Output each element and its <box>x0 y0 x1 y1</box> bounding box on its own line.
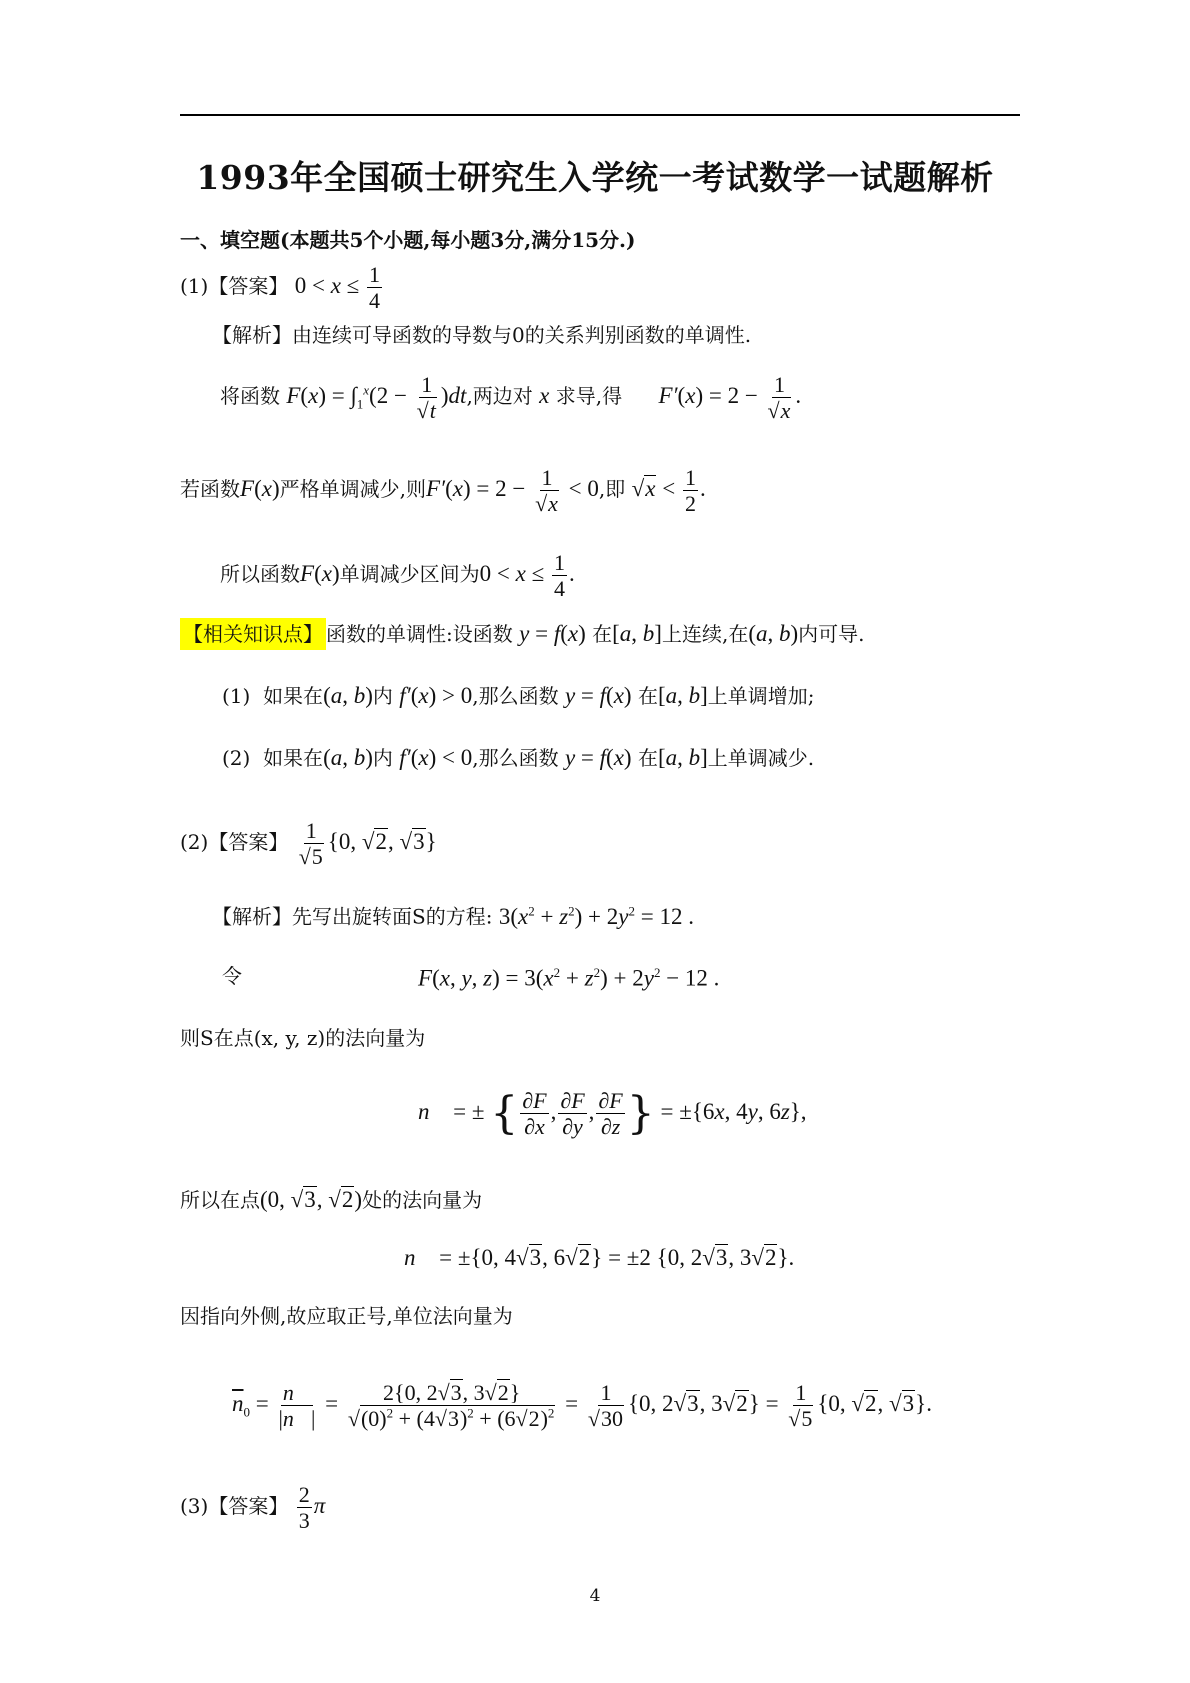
q1-step1-middle: ,两边对 <box>466 384 533 409</box>
top-rule <box>180 114 1020 116</box>
q1-answer-line <box>180 262 384 314</box>
q1-integral: $F(x) = \int_1^x(2$ − $\frac{1}{√t}$ )dt <box>286 372 467 424</box>
q1-answer-math: 0 < x ≤ $\frac{1}{4}$ <box>294 262 381 314</box>
q2-normal-at-point: n⃗ = ±{0, 4√3, 6√2} = ±2 {0, 2√3, 3√2}. <box>404 1245 795 1270</box>
q1-case2: (2) 如果在(a, b)内 f′(x) < 0,那么函数 y = f(x) 在[a, b]上单调减少. <box>222 745 815 770</box>
q2-let: 令 <box>222 964 242 988</box>
q2-let-equation: F(x, y, $z) = 3(x^2 + z^2) + 2y^2 - 12$ . <box>418 965 720 991</box>
q1-step2-prefix: 若函数 <box>180 477 240 502</box>
page-title: 1993年全国硕士研究生入学统一考试数学一试题解析 <box>196 158 994 197</box>
q1-step2-middle: 严格单调减少,则 <box>279 477 426 502</box>
q1-step3-prefix: 所以函数 <box>220 562 300 587</box>
q2-analysis: 【解析】先写出旋转面S的方程: $3(x^2 + z^2) + 2y^2 = 12$ . <box>212 903 694 929</box>
q1-analysis-tag: 【解析】 <box>212 323 292 347</box>
q2-outward-text: 因指向外侧,故应取正号,单位法向量为 <box>180 1304 513 1328</box>
q3-answer-line: (3)【答案】 $\frac{2}{3}$ π <box>180 1482 326 1534</box>
page-number: 4 <box>589 1586 601 1606</box>
q1-step1-suffix: 求导,得 <box>555 384 623 409</box>
q2-normal-text: 则S在点(x, y, z)的法向量为 <box>180 1026 426 1050</box>
q1-analysis-text: 由连续可导函数的导数与0的关系判别函数的单调性. <box>292 323 752 347</box>
q1-step2: 若函数F(x)严格单调减少,则F′(x) = 2 − $\frac{1}{√x}$ < 0,即 √x < $\frac{1}{2}$ . <box>180 465 706 517</box>
q1-step2-suffix: ,即 <box>598 477 626 502</box>
knowledge-text: 函数的单调性:设函数 <box>326 622 513 646</box>
q1-answer-tag: 【答案】 <box>208 274 289 299</box>
q1-derivative: F′(x) = 2 − $\frac{1}{√x}$ . <box>658 372 802 424</box>
q2-normal-vector: n⃗ = ± { $\frac{\partial F}{\partial x}$ , $\frac{\partial F}{\partial y}$ , $\frac{\partial F}{\partial z}$ } = ±{6x, 4y, 6z}, <box>418 1087 807 1140</box>
q1-ineq: F′(x) = 2 − $\frac{1}{√x}$ < 0 <box>425 465 599 517</box>
q1-analysis-line <box>212 325 751 345</box>
q1-step3: 所以函数F(x)单调减少区间为0 < x ≤ $\frac{1}{4}$ . <box>220 550 575 602</box>
q1-case1: (1) 如果在(a, b)内 f′(x) > 0,那么函数 y = f(x) 在[a, b]上单调增加; <box>222 683 815 708</box>
section-heading: 一、填空题(本题共5个小题,每小题3分,满分15分.) <box>180 228 636 252</box>
q1-number: (1) <box>180 274 209 299</box>
q1-step1-prefix: 将函数 <box>220 384 280 409</box>
q2-at-point: 所以在点(0, √3, √2)处的法向量为 <box>180 1187 483 1212</box>
q1-step1: 将函数 $F(x) = \int_1^x(2$ − $\frac{1}{√t}$ )dt,两边对 x 求导,得 F′(x) = 2 − $\frac{1}{√x}$ . <box>220 372 802 424</box>
q1-step3-middle: 单调减少区间为 <box>339 562 480 587</box>
q2-answer-line: (2)【答案】 $\frac{1}{√5}$ {0, √2, √3} <box>180 818 437 870</box>
knowledge-highlight: 【相关知识点】 <box>180 618 326 650</box>
q2-unit-normal: $\overline{n}_0$ = $\frac{n⃗}{|n⃗|}$ = $\frac{2\{0, 2√3, 3√2\}}{√(0)^2 + (4√3)^2 + (6√2)^2}$ = $\frac{1}{√30}$ {0, 2√3, 3√2} = $\frac{1}{√5}$ {0, √2, √3}. <box>232 1380 932 1432</box>
q1-knowledge: 【相关知识点】 函数的单调性:设函数 y = f(x) 在[a, b]上连续,在(a, b)内可导. <box>180 622 865 645</box>
